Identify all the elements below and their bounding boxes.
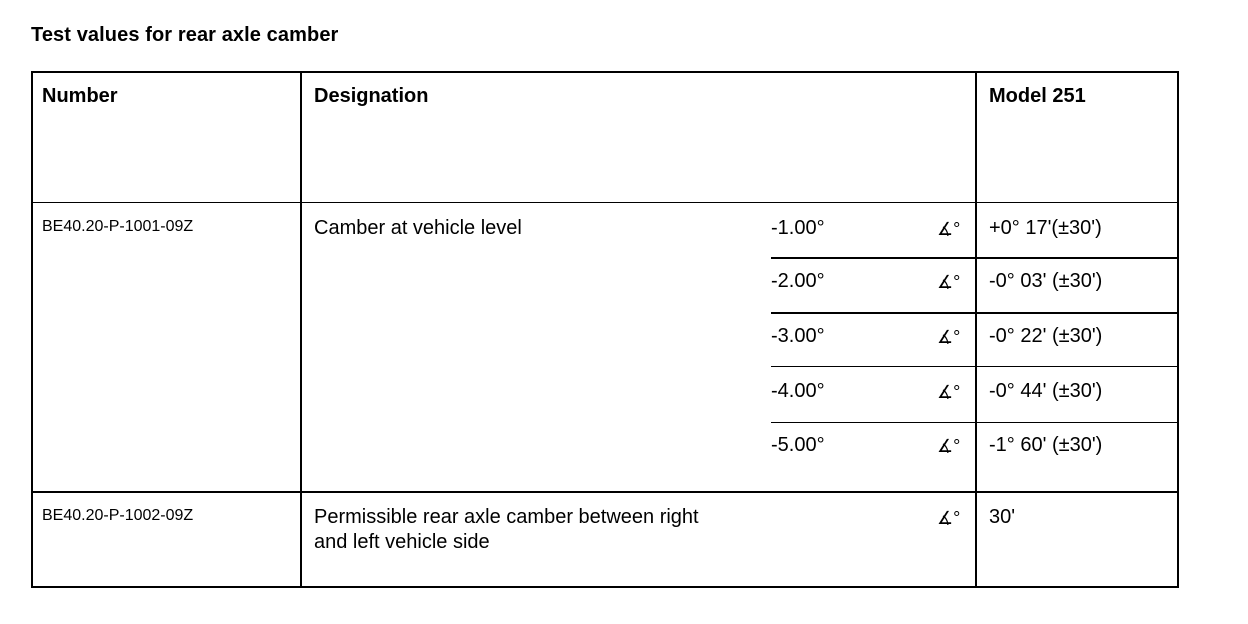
- model-value: -0° 22' (±30'): [989, 325, 1103, 347]
- angle-degree-icon: ∡°: [937, 436, 961, 456]
- camber-test-values-table: [31, 71, 1179, 588]
- level-value: -5.00°: [771, 434, 825, 456]
- angle-degree-icon: ∡°: [937, 272, 961, 292]
- model-value: -0° 44' (±30'): [989, 380, 1103, 402]
- level-value: -4.00°: [771, 380, 825, 402]
- row-divider: [33, 491, 1177, 493]
- header-number: Number: [42, 85, 118, 107]
- column-divider: [975, 73, 977, 586]
- row-2-designation-line-2: and left vehicle side: [314, 531, 490, 553]
- level-value: -2.00°: [771, 270, 825, 292]
- row-2-designation-line-1: Permissible rear axle camber between right: [314, 506, 699, 528]
- level-value: -3.00°: [771, 325, 825, 347]
- angle-degree-icon: ∡°: [937, 508, 961, 528]
- column-divider: [300, 73, 302, 586]
- row-divider: [771, 257, 1177, 259]
- header-designation: Designation: [314, 85, 429, 107]
- row-2-model-value: 30': [989, 506, 1016, 528]
- angle-degree-icon: ∡°: [937, 382, 961, 402]
- header-model: Model 251: [989, 85, 1086, 107]
- angle-degree-icon: ∡°: [937, 327, 961, 347]
- level-value: -1.00°: [771, 217, 825, 239]
- row-1-number: BE40.20-P-1001-09Z: [42, 218, 194, 235]
- model-value: +0° 17'(±30'): [989, 217, 1102, 239]
- angle-degree-icon: ∡°: [937, 219, 961, 239]
- row-divider: [771, 422, 1177, 423]
- model-value: -1° 60' (±30'): [989, 434, 1103, 456]
- page-title: Test values for rear axle camber: [31, 24, 339, 46]
- row-1-designation: Camber at vehicle level: [314, 217, 522, 239]
- row-divider: [771, 312, 1177, 314]
- model-value: -0° 03' (±30'): [989, 270, 1103, 292]
- row-divider: [33, 202, 1177, 203]
- row-2-number: BE40.20-P-1002-09Z: [42, 507, 194, 524]
- row-divider: [771, 366, 1177, 367]
